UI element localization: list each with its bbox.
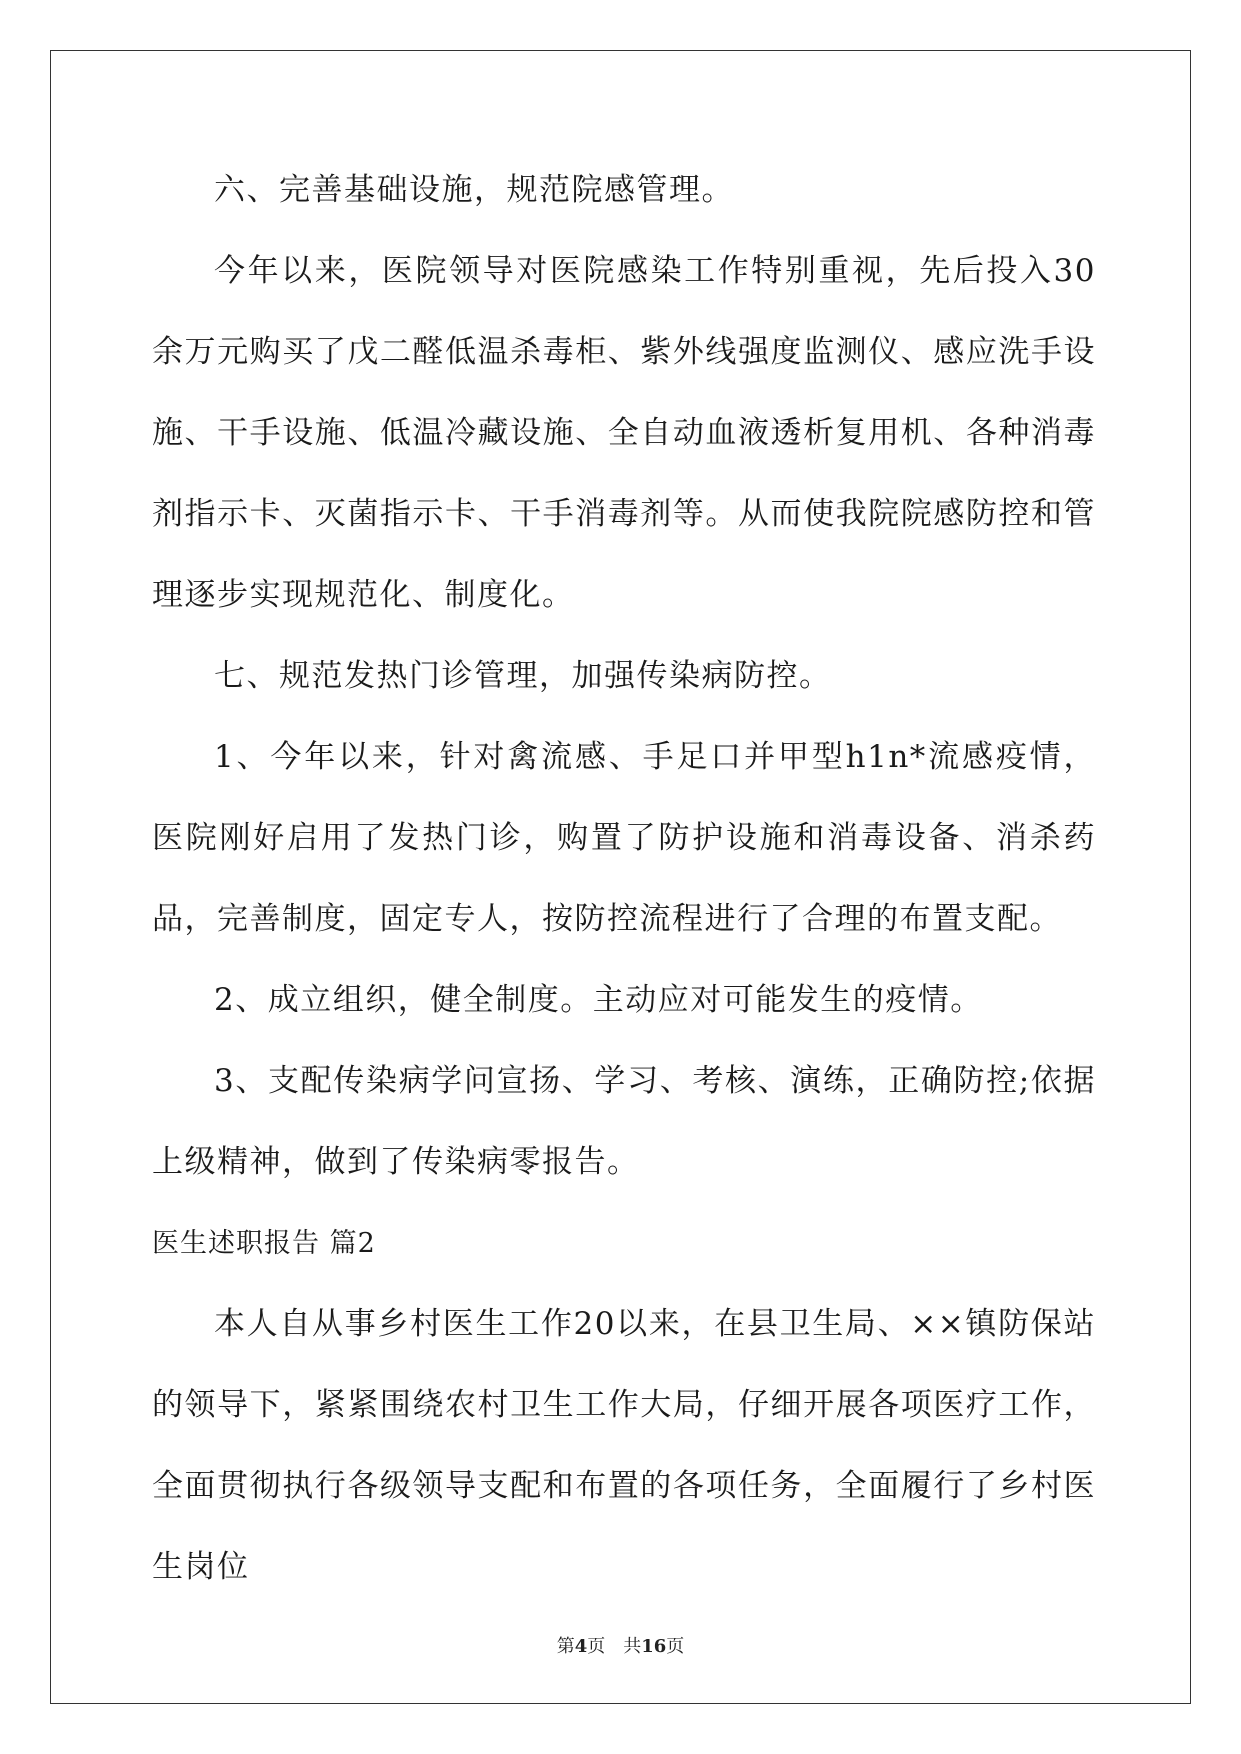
footer-suffix: 页: [666, 1636, 685, 1657]
page-number-footer: [0, 1632, 1241, 1658]
paragraph-item-2: 2、成立组织，健全制度。主动应对可能发生的疫情。: [214, 982, 983, 1018]
footer-total-pages: 16: [641, 1636, 667, 1657]
footer-middle: 页 共: [587, 1636, 642, 1657]
paragraph-infection-control: 今年以来，医院领导对医院感染工作特别重视，先后投入30余万元购买了戊二醛低温杀毒柜、紫外线强度监测仪、感应洗手设施、干手设施、低温冷藏设施、全自动血液透析复用机、各种消毒剂指示卡、灭菌指示卡、干手消毒剂等。从而使我院院感防控和管理逐步实现规范化、制度化。: [152, 253, 1096, 613]
section-heading-fever-clinic: 七、规范发热门诊管理，加强传染病防控。: [214, 658, 832, 694]
paragraph-item-1: 1、今年以来，针对禽流感、手足口并甲型h1n*流感疫情，医院刚好启用了发热门诊，购置了防护设施和消毒设备、消杀药品，完善制度，固定专人，按防控流程进行了合理的布置支配。: [152, 739, 1096, 937]
document-body: [152, 150, 1096, 1608]
paragraph-item-3: 3、支配传染病学问宣扬、学习、考核、演练，正确防控;依据上级精神，做到了传染病零报告。: [152, 1063, 1096, 1180]
section-heading-infrastructure: 六、完善基础设施，规范院感管理。: [214, 172, 734, 208]
paragraph-report-intro: 本人自从事乡村医生工作20以来，在县卫生局、××镇防保站的领导下，紧紧围绕农村卫生工作大局，仔细开展各项医疗工作，全面贯彻执行各级领导支配和布置的各项任务，全面履行了乡村医生岗位: [152, 1306, 1096, 1585]
report-title-part-2: 医生述职报告 篇2: [152, 1228, 376, 1259]
footer-current-page: 4: [574, 1636, 588, 1657]
footer-prefix: 第: [556, 1636, 575, 1657]
